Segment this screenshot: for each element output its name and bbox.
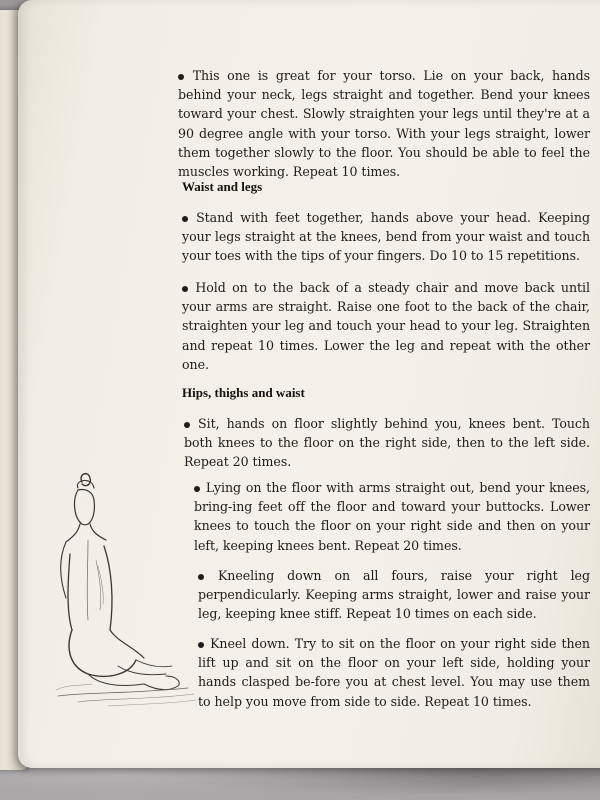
hips-exercise-3: Kneeling down on all fours, raise your right leg perpendicularly. Keeping arms straight, lower and raise your leg, keeping knee stiff. Repeat 10 times on each side. [198, 568, 590, 622]
waist-legs-exercise-1: Stand with feet together, hands above your head. Keeping your legs straight at the knees, bend from your waist and touch your toes with the tips of your fingers. Do 10 to 15 repetitions. [182, 210, 590, 264]
hips-exercise-4: Kneel down. Try to sit on the floor on your right side then lift up and sit on the floor on your left side, holding your hands clasped be-fore you at chest level. You may use them to help you move from side to side. Repeat 10 times. [198, 636, 590, 709]
torso-exercise [178, 66, 590, 181]
bullet-icon [182, 286, 186, 290]
bullet-icon [184, 422, 188, 426]
hips-exercise-1: Sit, hands on floor slightly behind you, knees bent. Touch both knees to the floor on the right side, then to the left side. Repeat 20 times. [184, 416, 590, 470]
bullet-icon [198, 642, 202, 646]
kneeling-woman-sketch-icon [48, 470, 198, 710]
bullet-icon [198, 574, 202, 578]
bullet-icon [178, 74, 182, 78]
section-heading-waist-legs: Waist and legs [182, 179, 263, 194]
section-heading-hips-thighs-waist: Hips, thighs and waist [182, 385, 305, 400]
bullet-icon [182, 216, 186, 220]
book-page [18, 0, 600, 768]
torso-exercise-text: This one is great for your torso. Lie on your back, hands behind your neck, legs straight and together. Bend your knees toward your chest. Slowly straighten your legs until they're at a 90 degree angle with your torso. With your legs straight, lower them together slowly to the floor. You should be able to feel the muscles working. Repeat 10 times. [178, 68, 590, 180]
bullet-icon [194, 486, 198, 490]
waist-legs-exercise-2: Hold on to the back of a steady chair and move back until your arms are straight. Raise one foot to the back of the chair, straighten your leg and touch your head to your leg. Straighten and repeat 10 times. Lower the leg and repeat with the other one. [182, 280, 590, 372]
hips-exercise-2: Lying on the floor with arms straight out, bend your knees, bring-ing feet off the floor and toward your buttocks. Lower knees to touch the floor on your right side and then on your left, keeping knees bent. Repeat 20 times. [194, 480, 590, 553]
